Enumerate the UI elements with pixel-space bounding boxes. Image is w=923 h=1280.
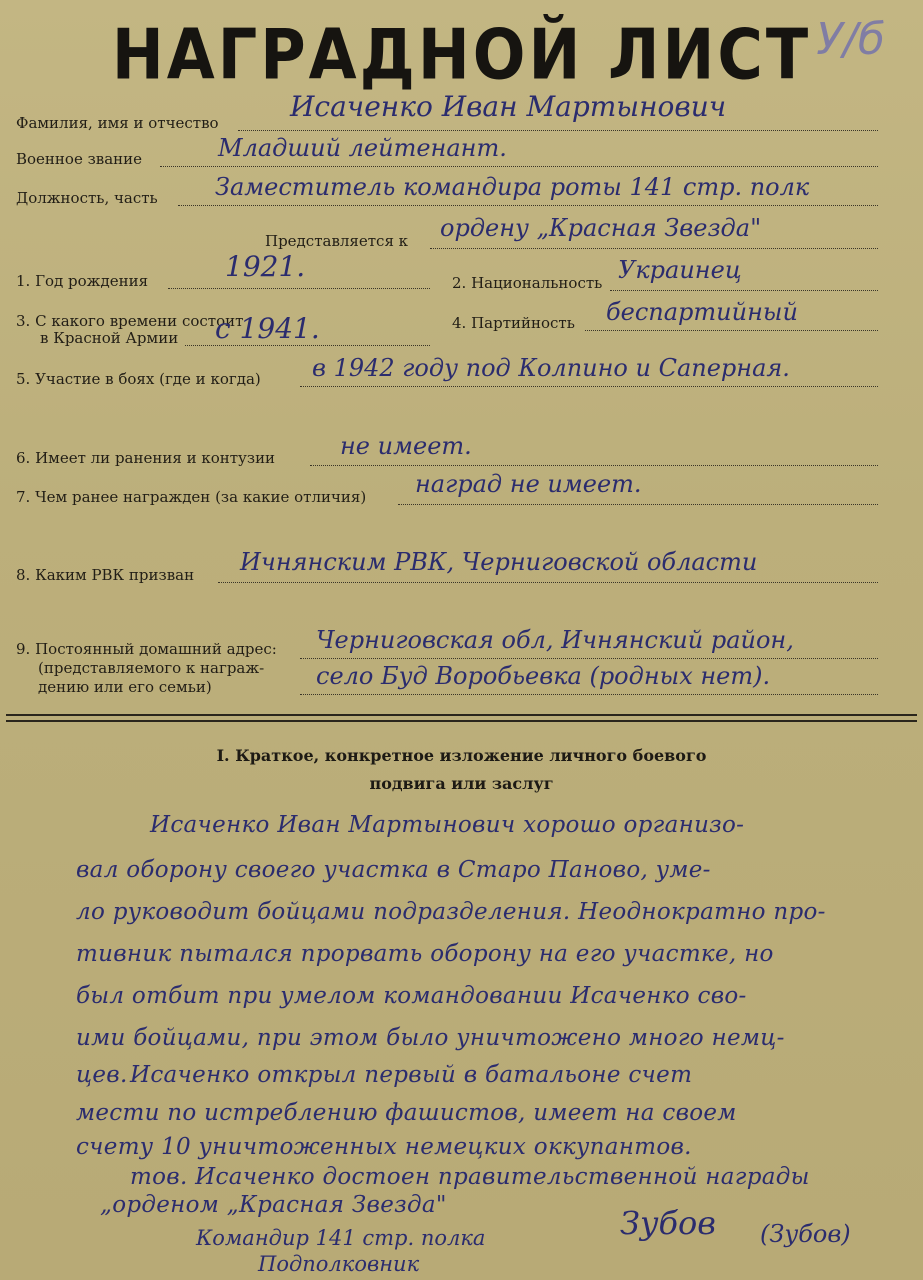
position-value: Заместитель командира роты 141 стр. полк (215, 173, 810, 201)
party-line (585, 330, 878, 331)
narrative-line: счету 10 уничтоженных немецких оккупантов. (76, 1134, 692, 1160)
nominated-value: ордену „Красная Звезда" (440, 214, 762, 242)
rvk-label: 8. Каким РВК призван (16, 566, 195, 584)
nationality-label: 2. Национальность (452, 274, 603, 292)
narrative-line: ими бойцами, при этом было уничтожено много немц- (76, 1025, 785, 1051)
address-line-1 (300, 658, 878, 659)
battles-line (300, 386, 878, 387)
wounds-value: не имеет. (340, 432, 472, 460)
document-title: НАГРАДНОЙ ЛИСТ (111, 13, 812, 96)
narrative-line: вал оборону своего участка в Старо Паново, уме- (76, 857, 711, 883)
service-since-label-2: в Красной Армии (40, 329, 179, 347)
rvk-line (218, 582, 878, 583)
address-value-1: Черниговская обл, Ичнянский район, (316, 626, 794, 654)
narrative-line: ло руководит бойцами подразделения. Неоднократно про- (76, 899, 826, 925)
signatory-rank: Подполковник (258, 1252, 420, 1276)
nominated-line (430, 248, 878, 249)
service-since-line (185, 345, 430, 346)
nationality-line (610, 290, 878, 291)
awards-line (398, 504, 878, 505)
section-title-line-2: подвига или заслуг (369, 774, 554, 793)
address-label-2: (представляемого к награж- (38, 659, 265, 677)
narrative-line: тивник пытался прорвать оборону на его участке, но (76, 941, 774, 967)
name-label: Фамилия, имя и отчество (16, 114, 219, 132)
section-divider-top (6, 714, 917, 716)
narrative-line: Исаченко Иван Мартынович хорошо организо- (150, 812, 745, 838)
narrative-line: мести по истреблению фашистов, имеет на своем (76, 1100, 737, 1126)
wounds-label: 6. Имеет ли ранения и контузии (16, 449, 276, 467)
narrative-line: „орденом „Красная Звезда" (100, 1192, 447, 1218)
signatory-name: (Зубов) (760, 1220, 851, 1248)
service-since-value: с 1941. (215, 312, 320, 345)
party-label: 4. Партийность (452, 314, 575, 332)
name-line (238, 130, 878, 131)
birth-year-line (168, 288, 430, 289)
battles-label: 5. Участие в боях (где и когда) (16, 370, 261, 388)
corner-handwritten-mark: У/б (816, 14, 885, 65)
position-line (178, 205, 878, 206)
battles-value: в 1942 году под Колпино и Саперная. (312, 354, 790, 382)
birth-year-label: 1. Год рождения (16, 272, 149, 290)
section-title-line-1: I. Краткое, конкретное изложение личного боевого (216, 746, 707, 765)
address-value-2: село Буд Воробьевка (родных нет). (316, 662, 771, 690)
signature: Зубов (620, 1204, 716, 1242)
rank-value: Младший лейтенант. (218, 134, 507, 162)
nationality-value: Украинец (618, 256, 742, 284)
service-since-label-1: 3. С какого времени состоит (16, 312, 244, 330)
birth-year-value: 1921. (225, 250, 306, 283)
awards-value: наград не имеет. (415, 470, 642, 498)
address-label-3: дению или его семьи) (38, 678, 212, 696)
address-line-2 (300, 694, 878, 695)
wounds-line (310, 465, 878, 466)
narrative-line: был отбит при умелом командовании Исаченко сво- (76, 983, 747, 1009)
section-divider-bottom (6, 720, 917, 722)
narrative-line: Исаченко открыл первый в батальоне счет (130, 1062, 693, 1088)
rank-line (160, 166, 878, 167)
party-value: беспартийный (606, 298, 798, 326)
name-value: Исаченко Иван Мартынович (290, 90, 727, 123)
narrative-line: тов. Исаченко достоен правительственной награды (130, 1164, 810, 1190)
nominated-label: Представляется к (265, 232, 409, 250)
address-label-1: 9. Постоянный домашний адрес: (16, 640, 277, 658)
awards-label: 7. Чем ранее награжден (за какие отличия) (16, 488, 367, 506)
narrative-line: цев. (76, 1062, 128, 1088)
rvk-value: Ичнянским РВК, Черниговской области (240, 548, 758, 576)
signatory-role: Командир 141 стр. полка (196, 1226, 486, 1250)
rank-label: Военное звание (16, 150, 143, 168)
position-label: Должность, часть (16, 189, 158, 207)
